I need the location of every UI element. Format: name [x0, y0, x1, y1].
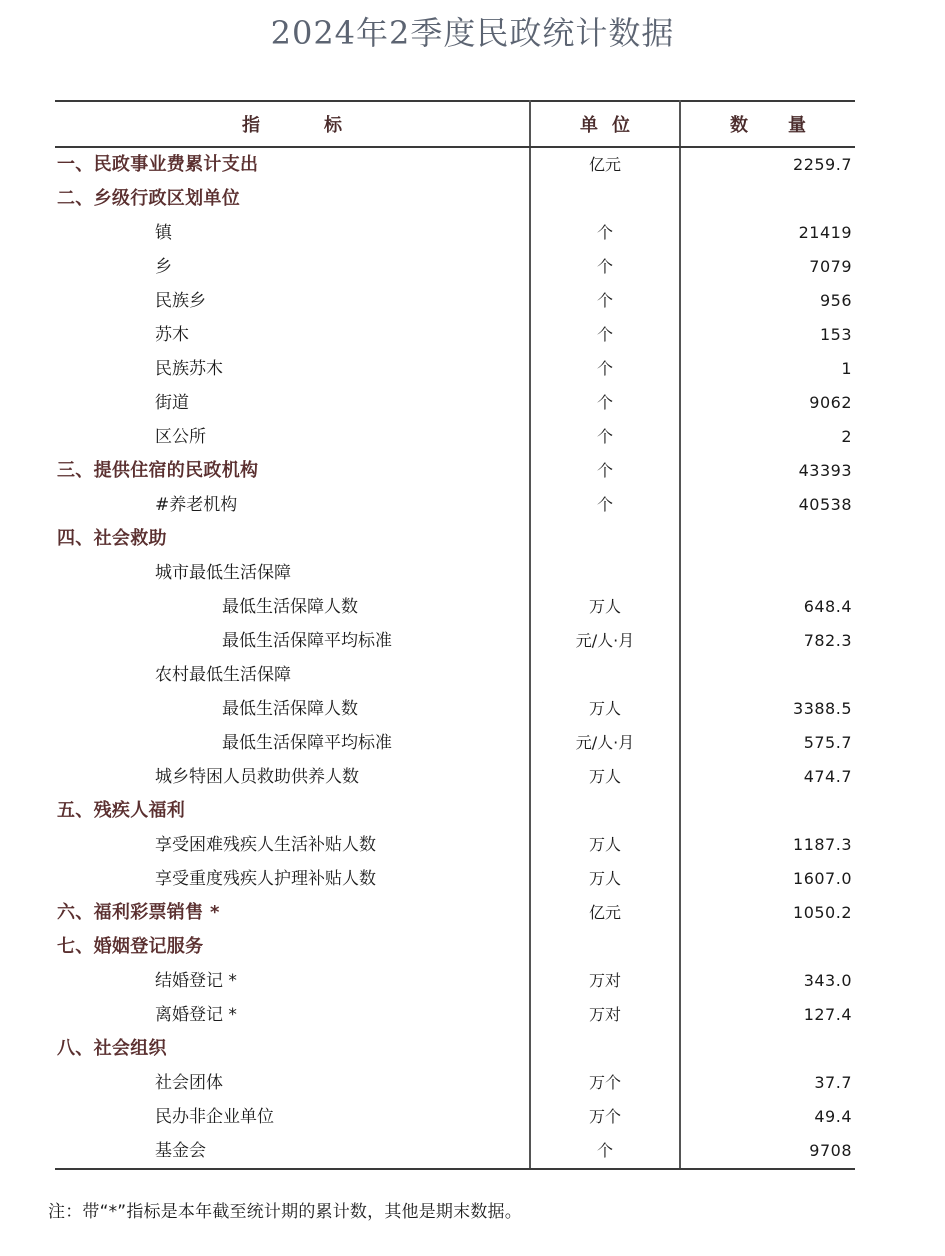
table-row: [55, 216, 855, 250]
indicator-label: 基金会: [155, 1141, 206, 1161]
unit-cell: 个: [530, 318, 680, 352]
unit-cell: 万人: [530, 590, 680, 624]
table-row: [55, 590, 855, 624]
indicator-cell: [55, 862, 530, 896]
value-cell: 575.7: [680, 726, 855, 760]
unit-cell: 万人: [530, 692, 680, 726]
column-header-unit: [530, 101, 680, 147]
indicator-label: 最低生活保障平均标准: [222, 733, 392, 753]
table-row: [55, 522, 855, 556]
table-row: [55, 964, 855, 998]
column-header-indicator-char1: 指: [242, 115, 260, 136]
unit-cell: 个: [530, 250, 680, 284]
indicator-label: 最低生活保障人数: [222, 699, 358, 719]
section-header-cell: [55, 1032, 530, 1066]
unit-cell: [530, 658, 680, 692]
unit-cell: 万个: [530, 1066, 680, 1100]
unit-cell: [530, 1032, 680, 1066]
indicator-cell: [55, 352, 530, 386]
unit-cell: 个: [530, 488, 680, 522]
value-cell: 1050.2: [680, 896, 855, 930]
indicator-cell: [55, 216, 530, 250]
table-row: [55, 352, 855, 386]
value-cell: 37.7: [680, 1066, 855, 1100]
value-cell: [680, 658, 855, 692]
value-cell: 474.7: [680, 760, 855, 794]
statistics-table-container: [55, 100, 855, 1170]
unit-cell: 个: [530, 454, 680, 488]
table-row: [55, 1066, 855, 1100]
section-header-cell: [55, 147, 530, 182]
indicator-label: 社会团体: [155, 1073, 223, 1093]
unit-cell: 万人: [530, 862, 680, 896]
indicator-cell: [55, 250, 530, 284]
column-header-indicator-char2: 标: [324, 115, 342, 136]
value-cell: 782.3: [680, 624, 855, 658]
table-row: [55, 454, 855, 488]
table-row: [55, 658, 855, 692]
value-cell: 956: [680, 284, 855, 318]
table-row: [55, 998, 855, 1032]
indicator-cell: [55, 760, 530, 794]
table-row: [55, 182, 855, 216]
section-header-cell: [55, 930, 530, 964]
table-row: [55, 488, 855, 522]
value-cell: 3388.5: [680, 692, 855, 726]
unit-cell: 万对: [530, 998, 680, 1032]
value-cell: 127.4: [680, 998, 855, 1032]
indicator-label: 最低生活保障人数: [222, 597, 358, 617]
unit-cell: 个: [530, 216, 680, 250]
table-row: [55, 318, 855, 352]
section-header-cell: [55, 794, 530, 828]
table-row: [55, 1100, 855, 1134]
table-row: [55, 284, 855, 318]
indicator-cell: [55, 1134, 530, 1169]
indicator-cell: [55, 590, 530, 624]
table-header-row: [55, 101, 855, 147]
value-cell: 343.0: [680, 964, 855, 998]
value-cell: [680, 794, 855, 828]
unit-cell: [530, 794, 680, 828]
table-row: [55, 760, 855, 794]
indicator-cell: [55, 964, 530, 998]
indicator-label: 农村最低生活保障: [155, 665, 291, 685]
unit-cell: 万人: [530, 828, 680, 862]
value-cell: 1187.3: [680, 828, 855, 862]
column-header-value-char2: 量: [788, 115, 806, 136]
section-header-cell: [55, 454, 530, 488]
value-cell: [680, 930, 855, 964]
indicator-label: 享受重度残疾人护理补贴人数: [155, 869, 376, 889]
table-row: [55, 556, 855, 590]
indicator-cell: [55, 692, 530, 726]
value-cell: 7079: [680, 250, 855, 284]
indicator-cell: [55, 1100, 530, 1134]
indicator-cell: [55, 726, 530, 760]
value-cell: 9708: [680, 1134, 855, 1169]
indicator-label: 街道: [155, 393, 189, 413]
table-row: [55, 692, 855, 726]
column-header-indicator: [55, 101, 530, 147]
unit-cell: 个: [530, 420, 680, 454]
value-cell: 648.4: [680, 590, 855, 624]
statistics-table: [55, 100, 855, 1170]
unit-cell: [530, 556, 680, 590]
unit-cell: 万人: [530, 760, 680, 794]
value-cell: [680, 1032, 855, 1066]
value-cell: 49.4: [680, 1100, 855, 1134]
unit-cell: 亿元: [530, 896, 680, 930]
indicator-label: 苏木: [155, 325, 189, 345]
indicator-label: 城市最低生活保障: [155, 563, 291, 583]
indicator-label: 一、民政事业费累计支出: [57, 154, 259, 175]
indicator-label: 五、残疾人福利: [57, 800, 186, 821]
indicator-label: 区公所: [155, 427, 206, 447]
value-cell: [680, 556, 855, 590]
indicator-cell: [55, 1066, 530, 1100]
indicator-label: 享受困难残疾人生活补贴人数: [155, 835, 376, 855]
indicator-label: 结婚登记 *: [155, 971, 237, 991]
indicator-cell: [55, 998, 530, 1032]
page-title: 2024年2季度民政统计数据: [270, 14, 675, 52]
indicator-cell: [55, 624, 530, 658]
indicator-cell: [55, 658, 530, 692]
indicator-label: 四、社会救助: [57, 528, 167, 549]
value-cell: [680, 522, 855, 556]
unit-cell: 个: [530, 284, 680, 318]
indicator-cell: [55, 556, 530, 590]
table-header: [55, 101, 855, 147]
value-cell: 1607.0: [680, 862, 855, 896]
value-cell: 153: [680, 318, 855, 352]
indicator-label: #养老机构: [155, 495, 238, 515]
table-row: [55, 794, 855, 828]
indicator-cell: [55, 488, 530, 522]
unit-cell: 万个: [530, 1100, 680, 1134]
table-footnote: 注：带“*”指标是本年截至统计期的累计数，其他是期末数据。: [48, 1202, 522, 1222]
value-cell: [680, 182, 855, 216]
column-header-value-char1: 数: [730, 115, 748, 136]
table-row: [55, 896, 855, 930]
table-row: [55, 726, 855, 760]
indicator-label: 乡: [155, 257, 172, 277]
indicator-label: 三、提供住宿的民政机构: [57, 460, 259, 481]
unit-cell: 万对: [530, 964, 680, 998]
unit-cell: 元/人·月: [530, 726, 680, 760]
column-header-unit-char1: 单: [580, 115, 598, 136]
section-header-cell: [55, 182, 530, 216]
indicator-label: 六、福利彩票销售 *: [57, 902, 220, 923]
unit-cell: 元/人·月: [530, 624, 680, 658]
value-cell: 2: [680, 420, 855, 454]
indicator-cell: [55, 284, 530, 318]
table-row: [55, 930, 855, 964]
indicator-label: 镇: [155, 223, 172, 243]
value-cell: 2259.7: [680, 147, 855, 182]
table-row: [55, 1032, 855, 1066]
table-row: [55, 828, 855, 862]
unit-cell: [530, 930, 680, 964]
column-header-unit-char2: 位: [612, 115, 630, 136]
indicator-cell: [55, 318, 530, 352]
indicator-label: 离婚登记 *: [155, 1005, 237, 1025]
unit-cell: 亿元: [530, 147, 680, 182]
unit-cell: 个: [530, 1134, 680, 1169]
value-cell: 21419: [680, 216, 855, 250]
indicator-label: 城乡特困人员救助供养人数: [155, 767, 359, 787]
table-row: [55, 862, 855, 896]
table-row: [55, 420, 855, 454]
indicator-cell: [55, 386, 530, 420]
indicator-label: 八、社会组织: [57, 1038, 167, 1059]
indicator-label: 七、婚姻登记服务: [57, 936, 204, 957]
indicator-label: 最低生活保障平均标准: [222, 631, 392, 651]
indicator-label: 民族乡: [155, 291, 206, 311]
indicator-label: 民办非企业单位: [155, 1107, 274, 1127]
unit-cell: [530, 522, 680, 556]
section-header-cell: [55, 896, 530, 930]
value-cell: 9062: [680, 386, 855, 420]
table-body: [55, 147, 855, 1169]
unit-cell: [530, 182, 680, 216]
unit-cell: 个: [530, 352, 680, 386]
value-cell: 1: [680, 352, 855, 386]
value-cell: 43393: [680, 454, 855, 488]
table-row: [55, 386, 855, 420]
indicator-cell: [55, 420, 530, 454]
table-row: [55, 147, 855, 182]
unit-cell: 个: [530, 386, 680, 420]
table-row: [55, 1134, 855, 1169]
value-cell: 40538: [680, 488, 855, 522]
indicator-label: 民族苏木: [155, 359, 223, 379]
table-row: [55, 624, 855, 658]
indicator-cell: [55, 828, 530, 862]
table-row: [55, 250, 855, 284]
indicator-label: 二、乡级行政区划单位: [57, 188, 240, 209]
section-header-cell: [55, 522, 530, 556]
column-header-value: [680, 101, 855, 147]
